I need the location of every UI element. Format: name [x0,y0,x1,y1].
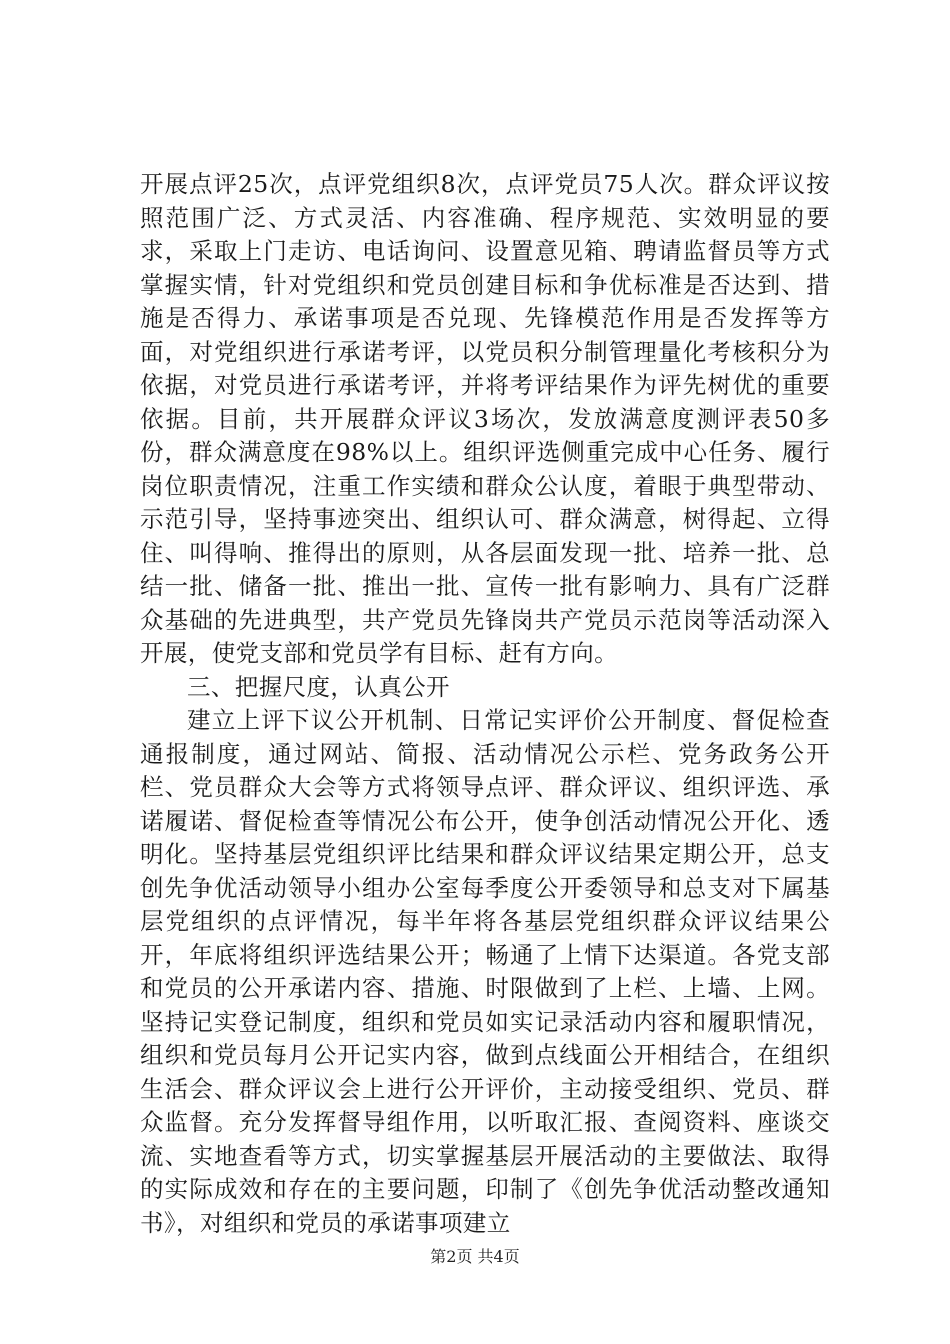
section-heading: 三、把握尺度，认真公开 [187,672,450,701]
page-footer: 第2页 共4页 [430,1247,520,1266]
paragraph-body: 建立上评下议公开机制、日常记实评价公开制度、督促检查通报制度，通过网站、简报、活动情况公示栏、党务政务公开栏、党员群众大会等方式将领导点评、群众评议、组织评选、承诺履诺、督促检查等情况公布公开，使争创活动情况公开化、透明化。坚持基层党组织评比结果和群众评议结果定期公开，总支创先争优活动领导小组办公室每季度公开委领导和总支对下属基层党组织的点评情况，每半年将各基层党组织群众评议结果公开，年底将组织评选结果公开；畅通了上情下达渠道。各党支部和党员的公开承诺内容、措施、时限做到了上栏、上墙、上网。坚持记实登记制度，组织和党员如实记录活动内容和履职情况，组织和党员每月公开记实内容，做到点线面公开相结合，在组织生活会、群众评议会上进行公开评价，主动接受组织、党员、群众监督。充分发挥督导组作用，以听取汇报、查阅资料、座谈交流、实地查看等方式，切实掌握基层开展活动的主要做法、取得的实际成效和存在的主要问题，印制了《创先争优活动整改通知书》，对组织和党员的承诺事项建立 [140,706,830,1237]
document-body [140,168,830,1240]
paragraph-continuation: 开展点评25次，点评党组织8次，点评党员75人次。群众评议按照范围广泛、方式灵活、内容准确、程序规范、实效明显的要求，采取上门走访、电话询问、设置意见箱、聘请监督员等方式掌握实情，针对党组织和党员创建目标和争优标准是否达到、措施是否得力、承诺事项是否兑现、先锋模范作用是否发挥等方面，对党组织进行承诺考评，以党员积分制管理量化考核积分为依据，对党员进行承诺考评，并将考评结果作为评先树优的重要依据。目前，共开展群众评议3场次，发放满意度测评表50多份，群众满意度在98%以上。组织评选侧重完成中心任务、履行岗位职责情况，注重工作实绩和群众公认度，着眼于典型带动、示范引导，坚持事迹突出、组织认可、群众满意，树得起、立得住、叫得响、推得出的原则，从各层面发现一批、培养一批、总结一批、储备一批、推出一批、宣传一批有影响力、具有广泛群众基础的先进典型，共产党员先锋岗共产党员示范岗等活动深入开展，使党支部和党员学有目标、赶有方向。 [140,170,830,667]
